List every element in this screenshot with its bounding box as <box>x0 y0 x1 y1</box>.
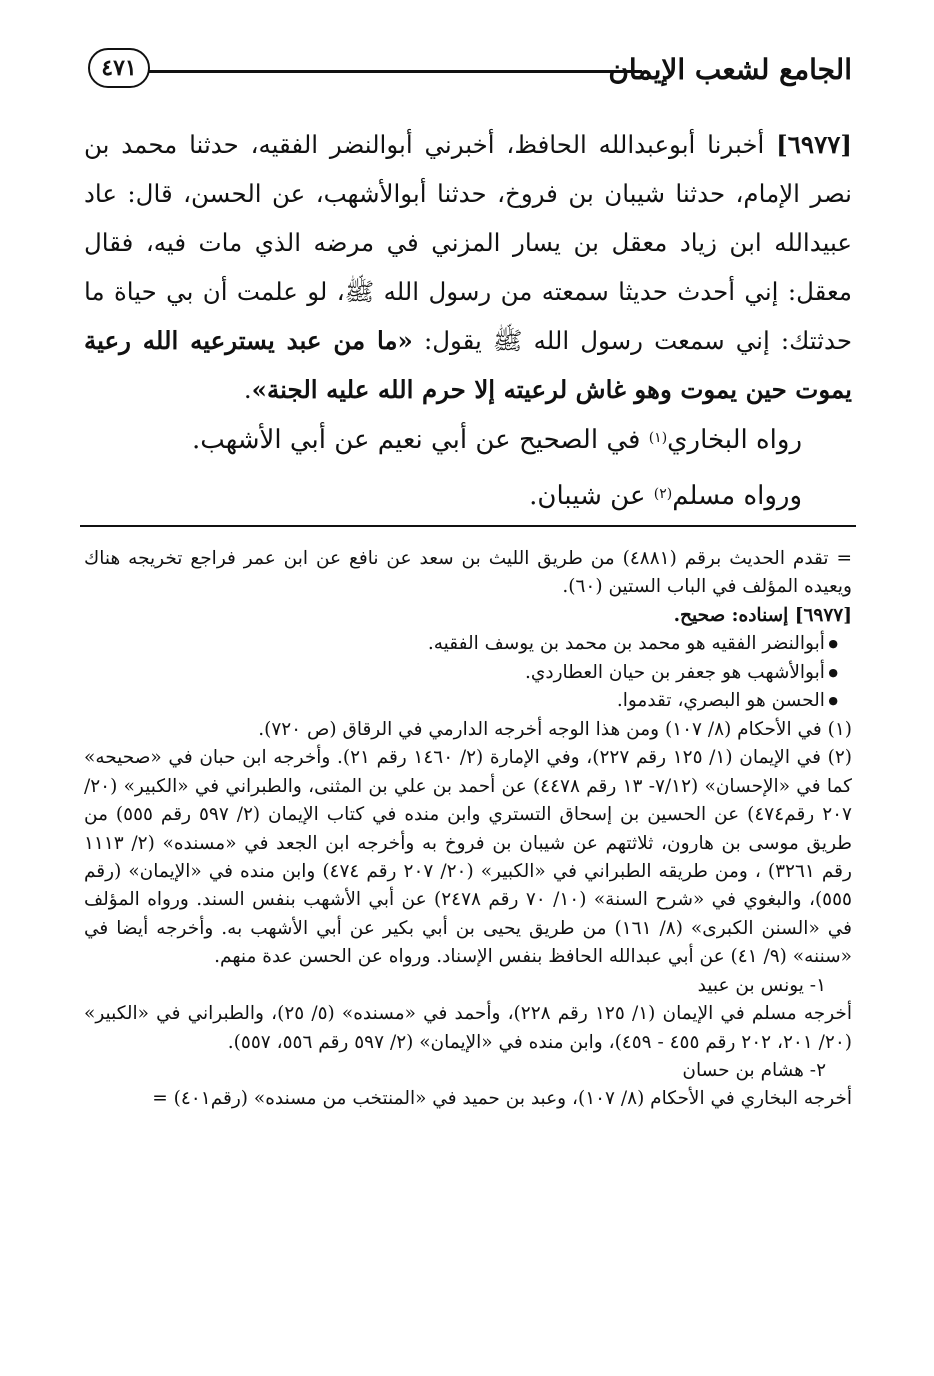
footnote-ref-2: (٢) <box>653 486 673 502</box>
footnote-separator <box>80 525 856 527</box>
page-number: ٤٧١ <box>88 48 150 88</box>
hadith-paragraph <box>84 120 852 414</box>
footnote-2: (٢) في الإيمان (١/ ١٢٥ رقم ٢٢٧)، وفي الإمارة (٢/ ١٤٦٠ رقم ٢١). وأخرجه ابن حبان في «صحيحه» كما في «الإحسان» (٧/١٢- ١٣ رقم ٤٤٧٨) عن أحمد بن علي بن المثنى، والطبراني في «الكبير» (٢٠/ ٢٠٧ رقم٤٧٤) عن الحسين بن إسحاق التستري وابن منده في كتاب الإيمان (٢/ ٥٩٧ رقم ٥٥٥) من طريق موسى بن هارون، ثلاثتهم عن شيبان بن فروخ به وأخرجه ابن الجعد في «مسنده» (٢/ ١١١٣ رقم ٣٢٦١) ، ومن طريقه الطبراني في «الكبير» (٢٠/ ٢٠٧ رقم ٤٧٤) وابن منده في «الإيمان» (رقم ٥٥٥)، والبغوي في «شرح السنة» (١٠/ ٧٠ رقم ٢٤٧٨) عن أبي الأشهب بنفس السند. ورواه المؤلف في «السنن الكبرى» (٨/ ١٦١) من طريق يحيى بن أبي بكير عن أبي الأشهب به. وأخرجه أيضا في «سننه» (٩/ ٤١) عن أبي عبدالله الحافظ بنفس الإسناد. ورواه عن الحسن عدة منهم. <box>84 747 853 968</box>
hadith-number: [٦٩٧٧] <box>776 130 852 159</box>
hadith-text <box>84 120 852 414</box>
footnote-ref-1: (١) <box>648 430 668 446</box>
narrator-note: ● أبوالأشهب هو جعفر بن حيان العطاردي. <box>84 659 852 688</box>
page-header <box>88 40 852 104</box>
hadith-isnad: أخبرنا أبوعبدالله الحافظ، أخبرني أبوالنضر الفقيه، حدثنا محمد بن نصر الإمام، حدثنا شيبان بن فروخ، حدثنا أبوالأشهب، عن الحسن، قال: عاد عبيدالله ابن زياد معقل بن يسار المزني في مرضه الذي مات فيه، فقال معقل: إني أحدث حديثا سمعته من رسول الله ﷺ، لو علمت أن بي حياة ما حدثتك: إني سمعت رسول الله ﷺ يقول: <box>84 130 852 355</box>
narrator-item-text: أخرجه البخاري في الأحكام (٨/ ١٠٧)، وعبد بن حميد في «المنتخب من مسنده» (رقم٤٠١) = <box>152 1088 852 1110</box>
narrator-item-title: ٢- هشام بن حسان <box>682 1059 826 1081</box>
riwaya-bukhari: رواه البخاري$^{(١)}$ في الصحيح عن أبي نعيم عن أبي الأشهب. <box>191 425 802 455</box>
riwaya-block <box>84 412 852 524</box>
isnad-grade: [٦٩٧٧] إسناده: صحيح. <box>673 604 852 626</box>
narrator-item-title: ١- يونس بن عبيد <box>697 974 826 996</box>
footnote-1: (١) في الأحكام (٨/ ١٠٧) ومن هذا الوجه أخرجه الدارمي في الرقاق (ص ٧٢٠). <box>258 719 852 741</box>
footnote-continuation: = تقدم الحديث برقم (٤٨٨١) من طريق الليث بن سعد عن نافع عن ابن عمر فراجع تخريجه هناك ويعيده المؤلف في الباب الستين (٦٠). <box>84 548 852 598</box>
narrator-note: ● أبوالنضر الفقيه هو محمد بن محمد بن يوسف الفقيه. <box>84 630 852 659</box>
hadith-matn: «ما من عبد يسترعيه الله رعية يموت حين يموت وهو غاش لرعيته إلا حرم الله عليه الجنة» <box>84 326 852 404</box>
header-rule <box>148 70 642 73</box>
running-title: الجامع لشعب الإيمان <box>608 53 852 86</box>
narrator-note: ● الحسن هو البصري، تقدموا. <box>84 687 852 716</box>
narrator-item-text: أخرجه مسلم في الإيمان (١/ ١٢٥ رقم ٢٢٨)، وأحمد في «مسنده» (٥/ ٢٥)، والطبراني في «الكبير» (٢٠/ ٢٠١، ٢٠٢ رقم ٤٥٥ - ٤٥٩)، وابن منده في «الإيمان» (٢/ ٥٩٧ رقم ٥٥٦، ٥٥٧). <box>84 1003 852 1053</box>
footnotes <box>84 545 852 1114</box>
riwaya-muslim: ورواه مسلم$^{(٢)}$ عن شيبان. <box>529 481 802 511</box>
hadith-matn-end: . <box>243 375 252 404</box>
